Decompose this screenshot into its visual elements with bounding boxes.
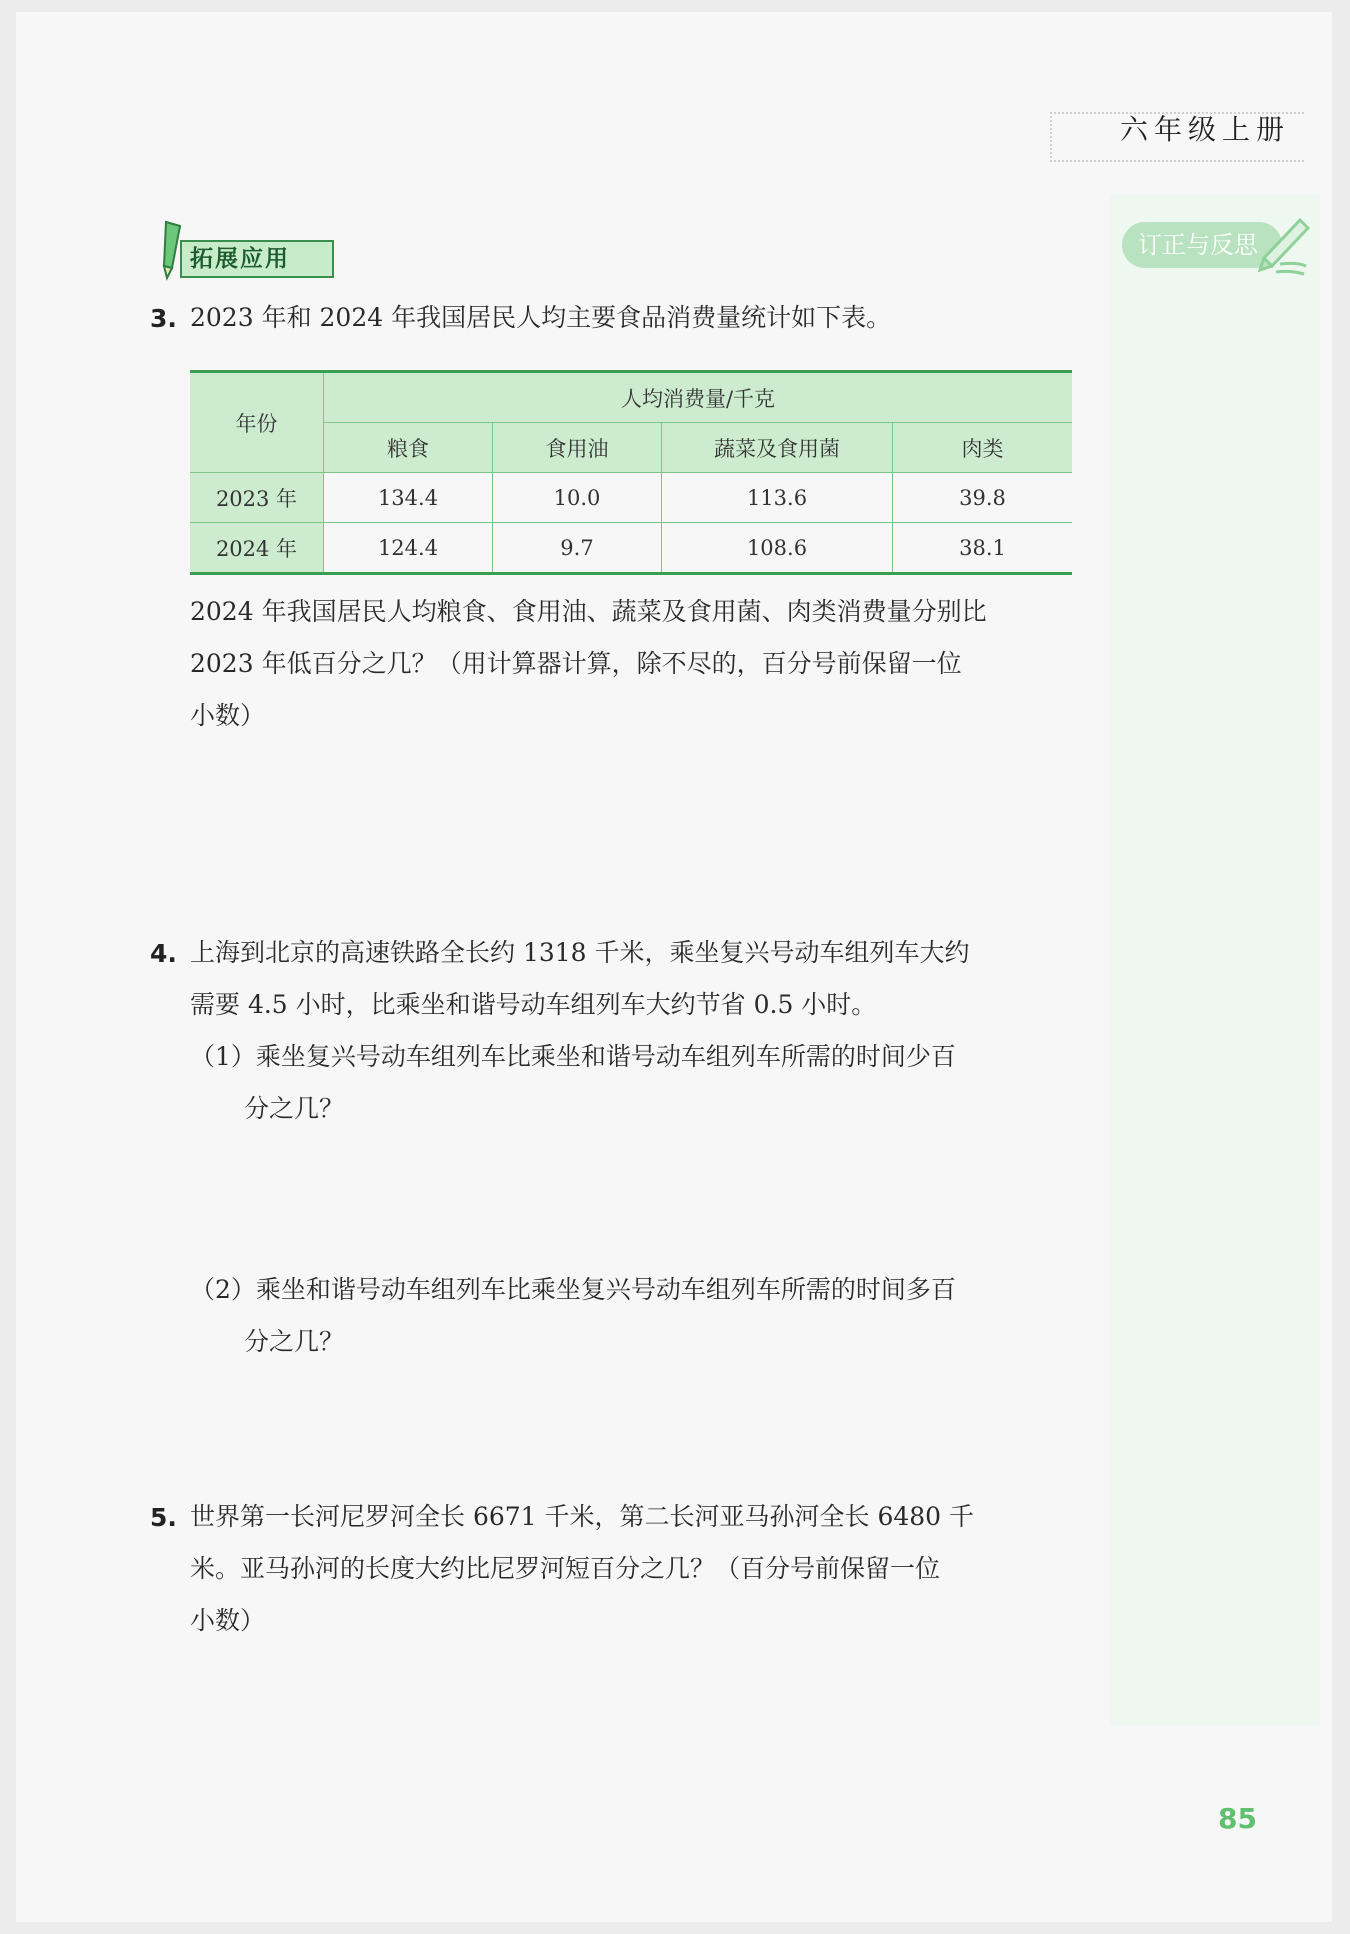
section-label: 拓展应用 — [180, 240, 334, 278]
question-5-line: 小数） — [190, 1606, 266, 1635]
question-4-sub1-line: 分之几？ — [244, 1094, 345, 1123]
column-header: 蔬菜及食用菌 — [662, 423, 893, 473]
table-cell: 38.1 — [893, 523, 1073, 574]
table-row — [190, 523, 1072, 574]
row-year: 2024 年 — [190, 523, 324, 574]
question-3-intro: 2023 年和 2024 年我国居民人均主要食品消费量统计如下表。 — [190, 303, 892, 332]
question-4-line: 上海到北京的高速铁路全长约 1318 千米，乘坐复兴号动车组列车大约 — [190, 938, 970, 967]
table-row — [190, 473, 1072, 523]
question-3-line: 2024 年我国居民人均粮食、食用油、蔬菜及食用菌、肉类消费量分别比 — [190, 597, 987, 626]
column-header: 食用油 — [493, 423, 662, 473]
correction-margin — [1110, 195, 1320, 1725]
table-cell: 9.7 — [493, 523, 662, 574]
table-header-row — [190, 372, 1072, 423]
question-5-number: 5. — [150, 1503, 177, 1532]
question-3-line: 2023 年低百分之几？（用计算器计算，除不尽的，百分号前保留一位 — [190, 649, 962, 678]
page-number: 85 — [1218, 1802, 1257, 1835]
year-header: 年份 — [190, 372, 324, 473]
table-cell: 134.4 — [324, 473, 493, 523]
column-header: 粮食 — [324, 423, 493, 473]
question-5-line: 世界第一长河尼罗河全长 6671 千米，第二长河亚马孙河全长 6480 千 — [190, 1502, 975, 1531]
column-header: 肉类 — [893, 423, 1073, 473]
question-4-number: 4. — [150, 939, 177, 968]
question-4-sub2-line: （2）乘坐和谐号动车组列车比乘坐复兴号动车组列车所需的时间多百 — [190, 1275, 956, 1304]
grade-title: 六年级上册 — [1120, 113, 1291, 146]
table-cell: 124.4 — [324, 523, 493, 574]
question-4-sub1-line: （1）乘坐复兴号动车组列车比乘坐和谐号动车组列车所需的时间少百 — [190, 1042, 956, 1071]
table-cell: 113.6 — [662, 473, 893, 523]
group-header: 人均消费量/千克 — [324, 372, 1073, 423]
correction-reflection-label: 订正与反思 — [1122, 222, 1282, 268]
question-3-line: 小数） — [190, 701, 266, 730]
table-cell: 39.8 — [893, 473, 1073, 523]
question-5-line: 米。亚马孙河的长度大约比尼罗河短百分之几？（百分号前保留一位 — [190, 1554, 941, 1583]
question-4-line: 需要 4.5 小时，比乘坐和谐号动车组列车大约节省 0.5 小时。 — [190, 990, 877, 1019]
table-cell: 108.6 — [662, 523, 893, 574]
consumption-table — [190, 370, 1072, 575]
table-cell: 10.0 — [493, 473, 662, 523]
question-4-sub2-line: 分之几？ — [244, 1327, 345, 1356]
pen-icon — [1250, 212, 1314, 282]
row-year: 2023 年 — [190, 473, 324, 523]
question-3-number: 3. — [150, 304, 177, 333]
